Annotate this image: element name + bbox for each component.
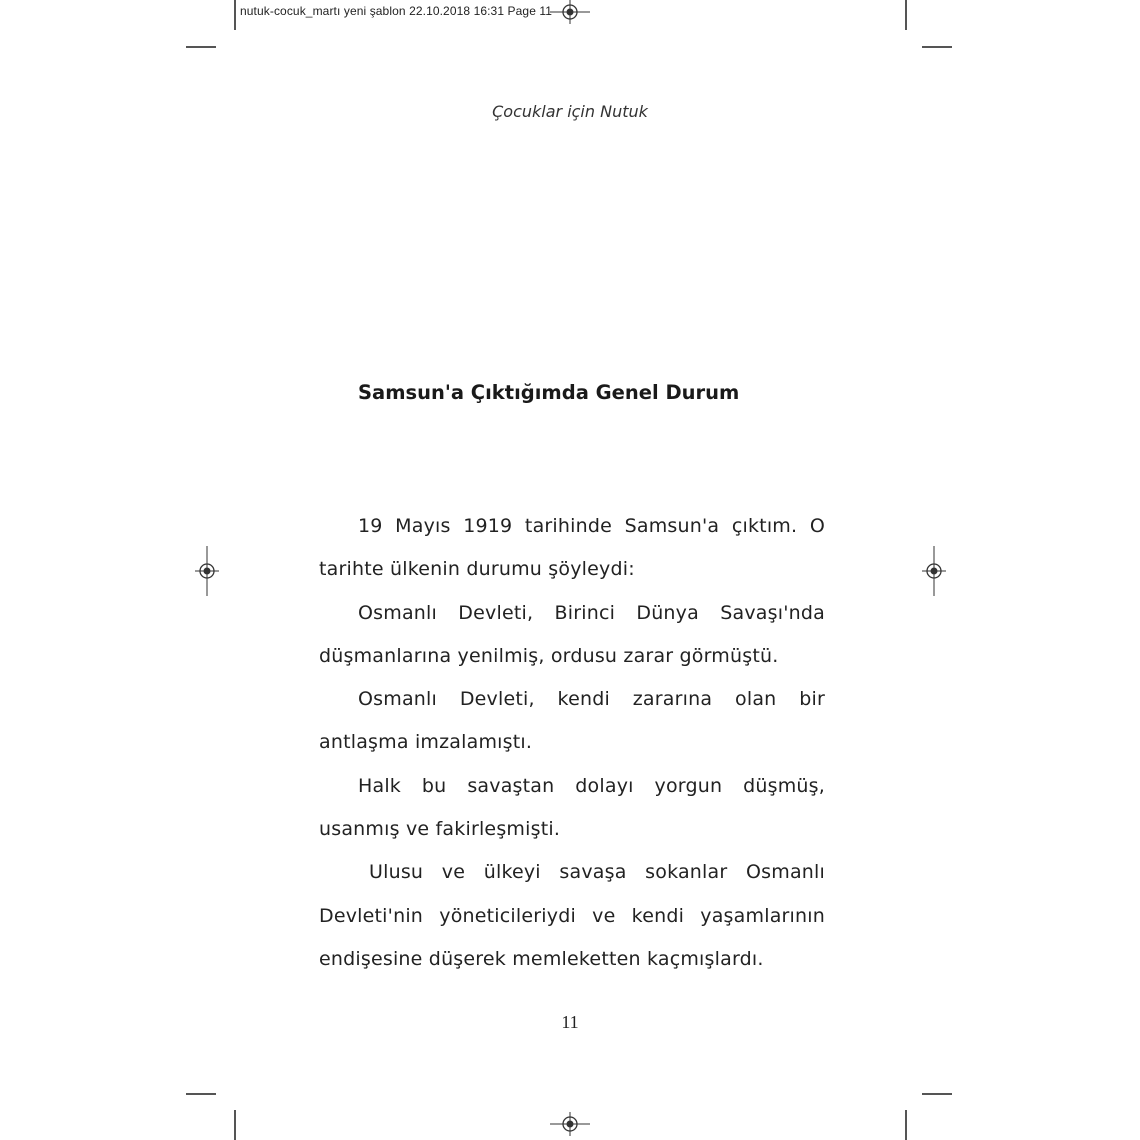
paragraph: Ulusu ve ülkeyi savaşa sokanlar Osmanlı Devleti'nin yöneticileriydi ve kendi yaşamlarının endişesine düşerek memleketten kaçmışlardı. <box>319 861 825 970</box>
registration-mark-icon <box>192 546 222 596</box>
paragraph: Osmanlı Devleti, kendi zararına olan bir antlaşma imzalamıştı. <box>319 688 825 754</box>
crop-mark-icon <box>922 46 952 48</box>
page-number: 11 <box>561 1012 579 1032</box>
paragraph: Osmanlı Devleti, Birinci Dünya Savaşı'nda düşmanlarına yenilmiş, ordusu zarar görmüştü. <box>319 601 825 667</box>
crop-mark-icon <box>186 46 216 48</box>
body-text <box>319 505 825 981</box>
chapter-title: Samsun'a Çıktığımda Genel Durum <box>358 381 740 404</box>
crop-mark-icon <box>234 0 236 30</box>
running-head: Çocuklar için Nutuk <box>492 102 648 121</box>
crop-mark-icon <box>905 0 907 30</box>
crop-mark-icon <box>922 1093 952 1095</box>
crop-mark-icon <box>905 1110 907 1140</box>
crop-mark-icon <box>186 1093 216 1095</box>
registration-mark-icon <box>550 0 590 24</box>
paragraph: Halk bu savaştan dolayı yorgun düşmüş, usanmış ve fakirleşmişti. <box>319 774 825 841</box>
print-slug-line: nutuk-cocuk_martı yeni şablon 22.10.2018 16:31 Page 11 <box>240 4 553 18</box>
registration-mark-icon <box>550 1112 590 1136</box>
paragraph: 19 Mayıs 1919 tarihinde Samsun'a çıktım. O tarihte ülkenin durumu şöyleydi: <box>319 515 825 581</box>
registration-mark-icon <box>919 546 949 596</box>
crop-mark-icon <box>234 1110 236 1140</box>
